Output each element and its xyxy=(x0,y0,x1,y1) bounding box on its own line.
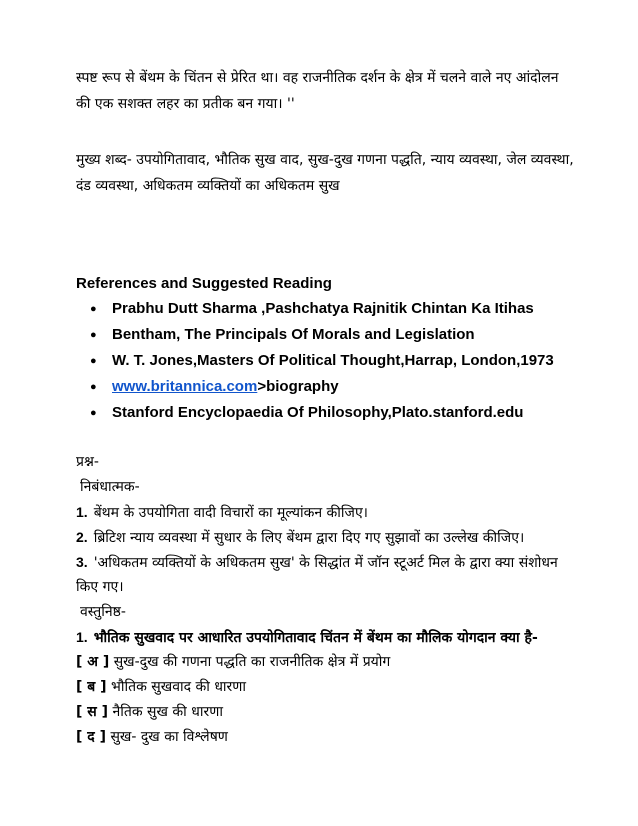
references-list xyxy=(90,296,554,426)
bullet-icon: ● xyxy=(90,407,97,419)
reference-item xyxy=(90,348,554,374)
option-label: [ द ] xyxy=(76,729,106,745)
reference-item xyxy=(90,322,554,348)
question-number: 1. xyxy=(76,629,88,645)
reference-text: W. T. Jones,Masters Of Political Thought,Harrap, London,1973 xyxy=(112,352,554,369)
essay-question-2 xyxy=(76,527,524,548)
option-b xyxy=(76,677,246,697)
questions-heading: प्रश्न- xyxy=(76,454,99,470)
essay-question-3-continued: किए गए। xyxy=(76,579,124,595)
reference-item xyxy=(90,296,554,322)
essay-heading: निबंधात्मक- xyxy=(80,479,140,495)
option-label: [ अ ] xyxy=(76,654,110,670)
question-text: भौतिक सुखवाद पर आधारित उपयोगितावाद चिंतन में बेंथम का मौलिक योगदान क्या है- xyxy=(93,630,538,646)
option-label: [ ब ] xyxy=(76,679,107,695)
option-a xyxy=(76,652,390,672)
option-text: भौतिक सुखवाद की धारणा xyxy=(111,679,247,695)
references-heading: References and Suggested Reading xyxy=(76,275,332,292)
paragraph-line-1: स्पष्ट रूप से बेंथम के चिंतन से प्रेरित था। वह राजनीतिक दर्शन के क्षेत्र में चलने वाले नए आंदोलन xyxy=(76,70,559,86)
keywords-line-2: दंड व्यवस्था, अधिकतम व्यक्तियों का अधिकतम सुख xyxy=(76,178,340,194)
keywords-line-1: मुख्य शब्द- उपयोगितावाद, भौतिक सुख वाद, सुख-दुख गणना पद्धति, न्याय व्यवस्था, जेल व्यवस्था, xyxy=(76,152,574,168)
essay-question-1 xyxy=(76,502,368,523)
reference-item xyxy=(90,374,554,400)
question-text: 'अधिकतम व्यक्तियों के अधिकतम सुख' के सिद्धांत में जॉन स्टूअर्ट मिल के द्वारा क्या संशोधन xyxy=(93,555,558,571)
question-number: 2. xyxy=(76,529,88,545)
reference-suffix: >biography xyxy=(257,378,339,395)
objective-question-1 xyxy=(76,627,538,648)
bullet-icon: ● xyxy=(90,329,97,341)
essay-question-3 xyxy=(76,552,558,573)
option-text: सुख- दुख का विश्लेषण xyxy=(110,729,228,745)
bullet-icon: ● xyxy=(90,303,97,315)
question-number: 3. xyxy=(76,554,88,570)
reference-item xyxy=(90,400,554,426)
question-text: ब्रिटिश न्याय व्यवस्था में सुधार के लिए बेंथम द्वारा दिए गए सुझावों का उल्लेख कीजिए। xyxy=(93,530,525,546)
reference-text: Bentham, The Principals Of Morals and Legislation xyxy=(112,326,475,343)
option-text: सुख-दुख की गणना पद्धति का राजनीतिक क्षेत्र में प्रयोग xyxy=(113,654,391,670)
option-text: नैतिक सुख की धारणा xyxy=(112,704,223,720)
question-number: 1. xyxy=(76,504,88,520)
reference-text: Stanford Encyclopaedia Of Philosophy,Plato.stanford.edu xyxy=(112,404,524,421)
bullet-icon: ● xyxy=(90,381,97,393)
paragraph-line-2: की एक सशक्त लहर का प्रतीक बन गया। '' xyxy=(76,96,295,112)
reference-text: Prabhu Dutt Sharma ,Pashchatya Rajnitik Chintan Ka Itihas xyxy=(112,300,534,317)
option-d xyxy=(76,727,228,747)
option-c xyxy=(76,702,223,722)
objective-heading: वस्तुनिष्ठ- xyxy=(80,604,126,620)
britannica-link[interactable]: www.britannica.com xyxy=(112,378,258,395)
option-label: [ स ] xyxy=(76,704,109,720)
bullet-icon: ● xyxy=(90,355,97,367)
question-text: बेंथम के उपयोगिता वादी विचारों का मूल्यांकन कीजिए। xyxy=(93,505,368,521)
